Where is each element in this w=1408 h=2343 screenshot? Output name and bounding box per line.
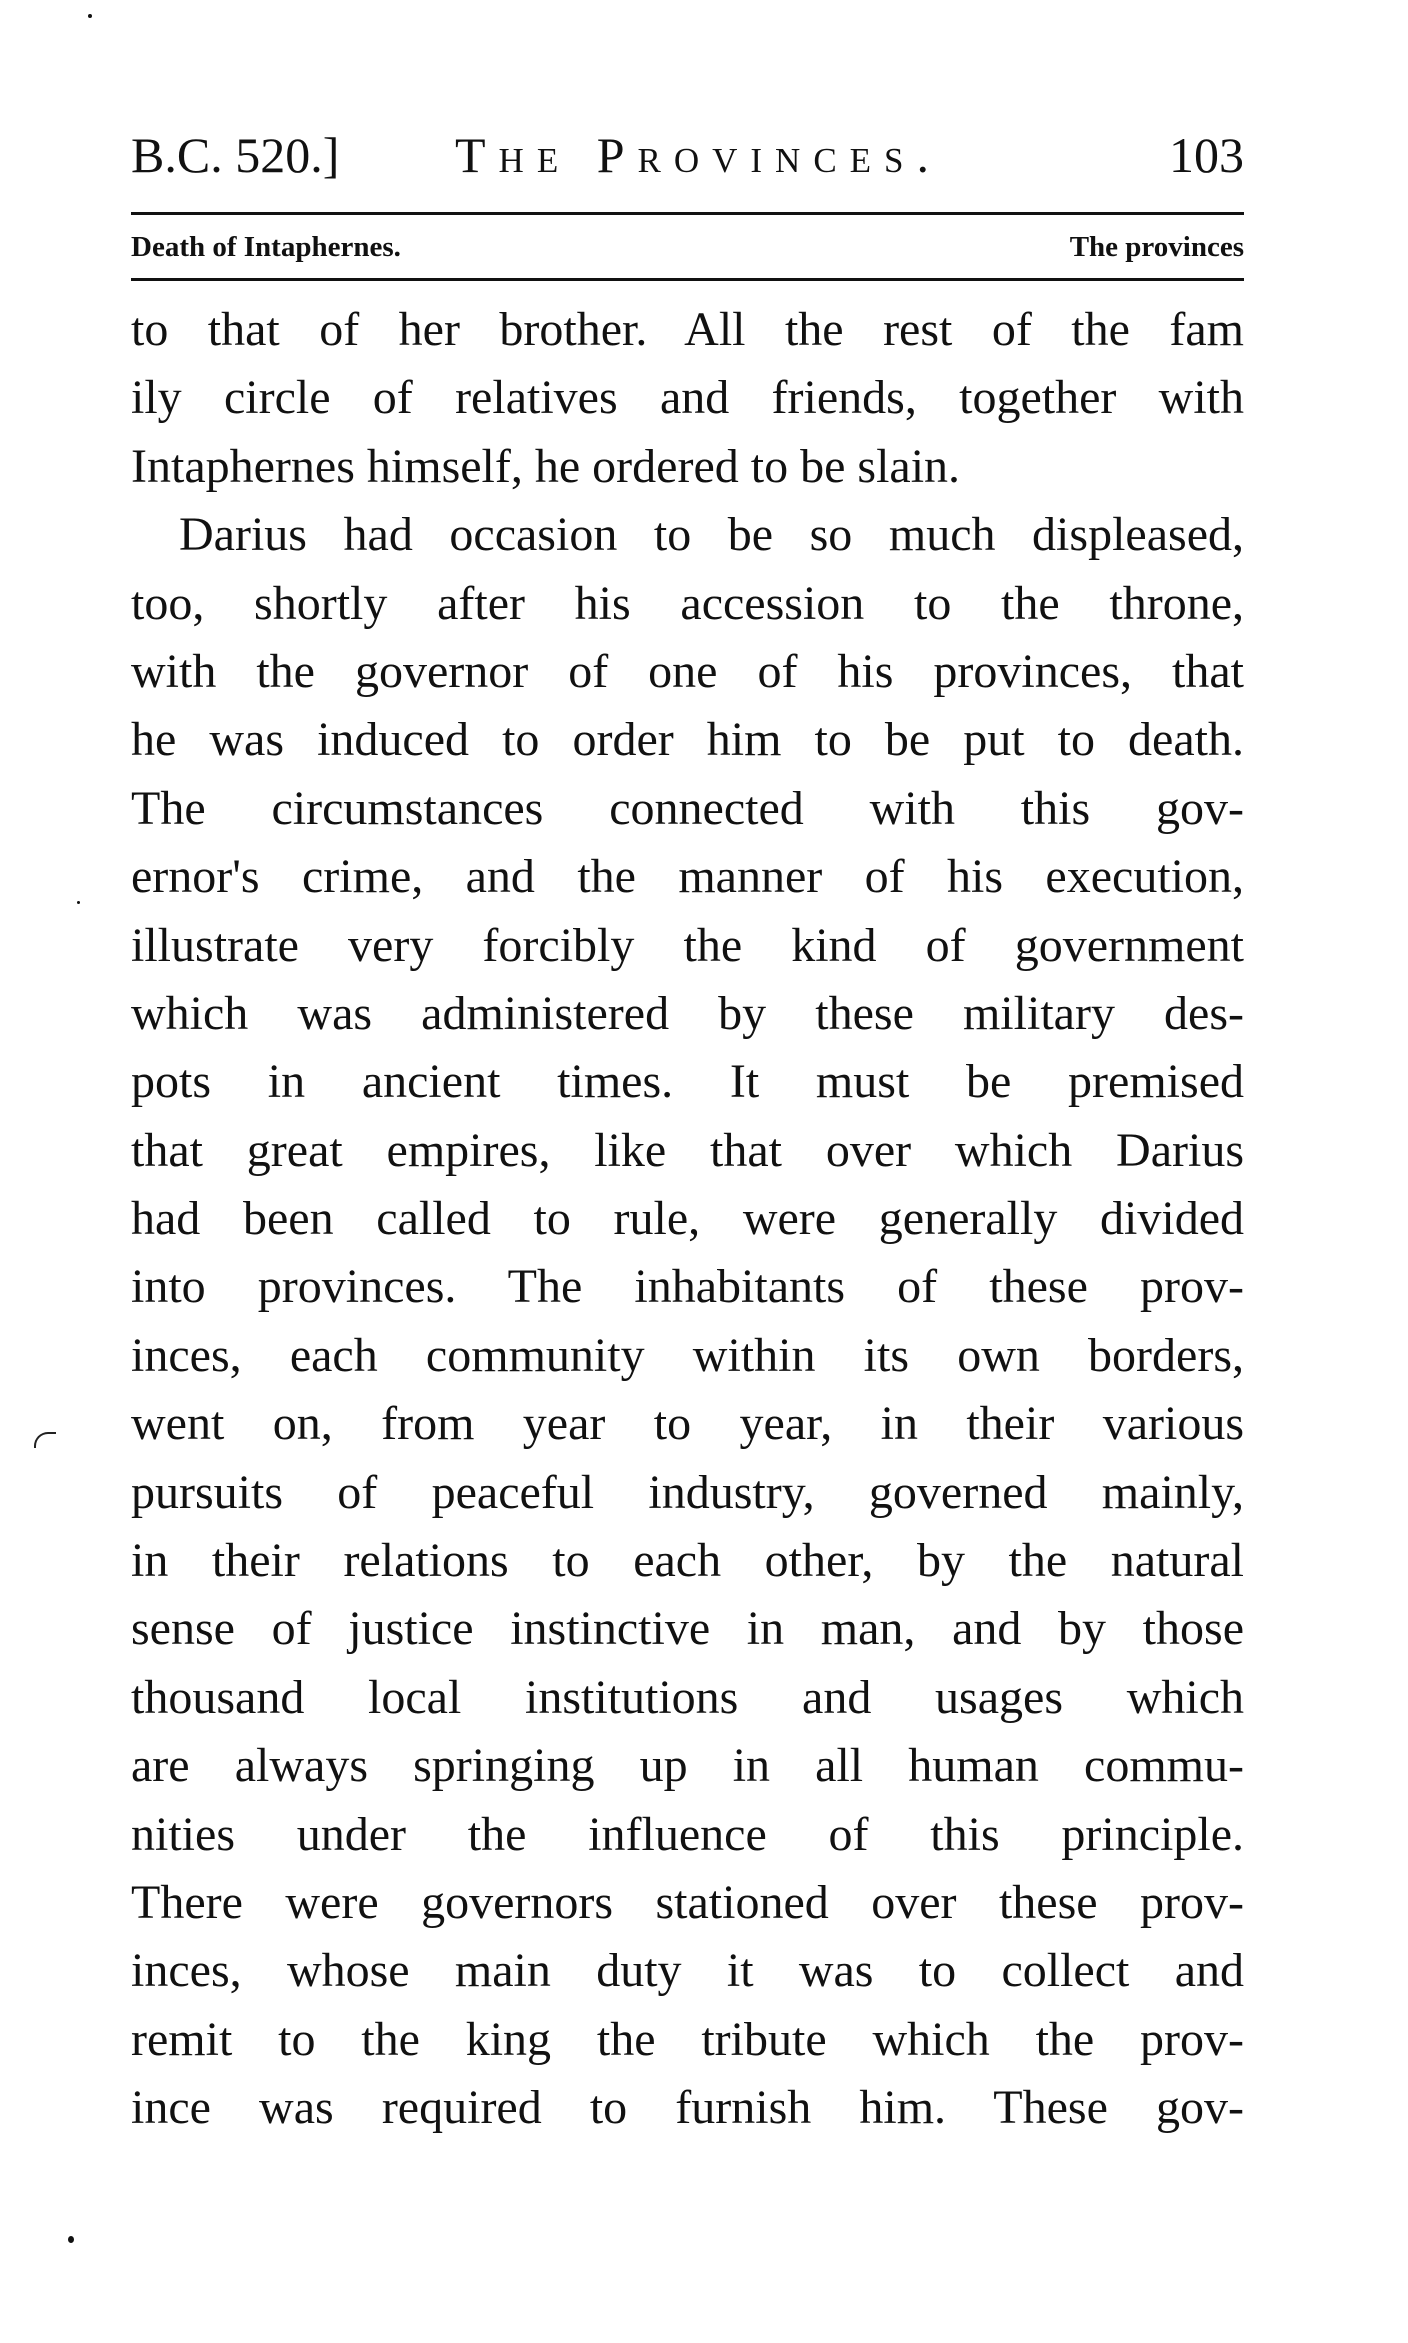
ink-speck [77,901,80,904]
text-line: The circumstances connected with this gov- [131,781,1244,835]
ink-speck [88,14,92,18]
text-line: pots in ancient times. It must be premised [131,1055,1244,1109]
text-line: went on, from year to year, in their various [131,1397,1244,1451]
text-line: illustrate very forcibly the kind of government [131,918,1244,972]
ink-speck [68,2236,74,2243]
text-line: Darius had occasion to be so much displeased, [179,508,1244,562]
text-line: had been called to rule, were generally divided [131,1192,1244,1246]
running-head-title: The Provinces. [455,127,943,183]
section-subhead [131,224,1244,270]
text-line: nities under the influence of this principle. [131,1807,1244,1861]
subhead-left: Death of Intaphernes. [131,231,401,263]
header-rule-bottom [131,278,1244,281]
subhead-right: The provinces [1069,231,1244,263]
text-line: inces, whose main duty it was to collect and [131,1944,1244,1998]
text-line: too, shortly after his accession to the throne, [131,576,1244,630]
text-line: thousand local institutions and usages which [131,1670,1244,1724]
text-line: with the governor of one of his provinces, that [131,644,1244,698]
text-line: into provinces. The inhabitants of these prov- [131,1260,1244,1314]
page-number: 103 [1169,127,1244,183]
text-line: sense of justice instinctive in man, and by those [131,1602,1244,1656]
text-line: pursuits of peaceful industry, governed mainly, [131,1465,1244,1519]
margin-hook-mark [34,1432,56,1448]
text-line: to that of her brother. All the rest of the fam [131,303,1244,356]
text-line: he was induced to order him to be put to death. [131,713,1244,767]
text-line: that great empires, like that over which Darius [131,1123,1244,1177]
text-line: ernor's crime, and the manner of his execution, [131,850,1244,904]
text-line: which was administered by these military des- [131,986,1244,1040]
running-head [131,122,1244,188]
header-rule-top [131,212,1244,215]
text-line: ince was required to furnish him. These gov- [131,2081,1244,2135]
running-head-date: B.C. 520.] [131,127,340,183]
text-line: in their relations to each other, by the natural [131,1534,1244,1588]
text-line: are always springing up in all human commu- [131,1739,1244,1793]
text-line: ily circle of relatives and friends, together with [131,371,1244,425]
text-line: There were governors stationed over these prov- [131,1875,1244,1929]
text-line: remit to the king the tribute which the prov- [131,2012,1244,2066]
text-line: Intaphernes himself, he ordered to be slain. [131,439,961,493]
body-text [131,296,1244,2143]
text-line: inces, each community within its own borders, [131,1328,1244,1382]
